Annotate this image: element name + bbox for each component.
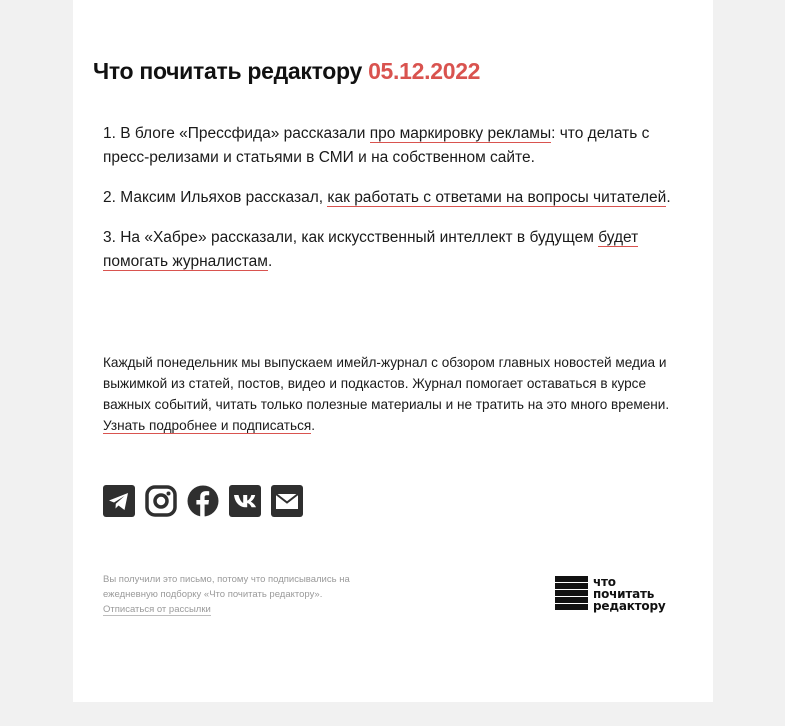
email-card bbox=[73, 0, 713, 702]
vk-icon[interactable] bbox=[229, 485, 261, 517]
news-text: 3. На «Хабре» рассказали, как искусственный интеллект в будущем bbox=[103, 229, 599, 246]
news-text: 1. В блоге «Прессфида» рассказали bbox=[103, 125, 370, 142]
logo-line: что bbox=[593, 575, 616, 589]
facebook-icon[interactable] bbox=[187, 485, 219, 517]
news-list bbox=[103, 122, 673, 290]
news-text: . bbox=[666, 189, 671, 206]
about-text: Каждый понедельник мы выпускаем имейл-журнал с обзором главных новостей медиа и выжимкой из статей, постов, видео и подкастов. Журнал помогает оставаться в курсе важных событий, читать только полезные материалы и не тратить на это много времени. bbox=[103, 355, 670, 412]
instagram-icon[interactable] bbox=[145, 485, 177, 517]
news-link-reader-questions[interactable]: как работать с ответами на вопросы читателей bbox=[327, 189, 667, 206]
footer-text: Вы получили это письмо, потому что подписывались на ежедневную подборку «Что почитать редактору». bbox=[103, 574, 350, 600]
logo-line: почитать bbox=[593, 587, 655, 601]
news-text: 2. Максим Ильяхов рассказал, bbox=[103, 189, 328, 206]
about-text: . bbox=[311, 418, 316, 433]
news-text: . bbox=[267, 253, 273, 270]
unsubscribe-link[interactable]: Отписаться от рассылки bbox=[103, 604, 211, 615]
telegram-icon[interactable] bbox=[103, 485, 135, 517]
email-icon[interactable] bbox=[271, 485, 303, 517]
news-item bbox=[103, 186, 673, 210]
issue-date: 05.12.2022 bbox=[368, 58, 481, 84]
footer-notice bbox=[103, 572, 393, 617]
title-text: Что почитать редактору bbox=[93, 58, 362, 84]
logo-stripes-icon bbox=[555, 576, 588, 610]
news-item bbox=[103, 226, 673, 274]
logo-wordmark bbox=[593, 576, 665, 612]
subscribe-link[interactable]: Узнать подробнее и подписаться bbox=[103, 418, 312, 433]
brand-logo[interactable] bbox=[555, 576, 665, 612]
social-links bbox=[103, 485, 303, 517]
news-link-advertising-labeling[interactable]: про маркировку рекламы bbox=[369, 125, 552, 142]
about-section bbox=[103, 352, 687, 436]
news-text: : что делать с пресс-релизами и статьями в СМИ и на собственном сайте. bbox=[103, 125, 650, 166]
page-title bbox=[93, 58, 480, 85]
logo-line: редактору bbox=[593, 599, 666, 613]
news-link-ai-journalists[interactable]: будет помогать журналистам bbox=[103, 229, 639, 270]
news-item bbox=[103, 122, 673, 170]
